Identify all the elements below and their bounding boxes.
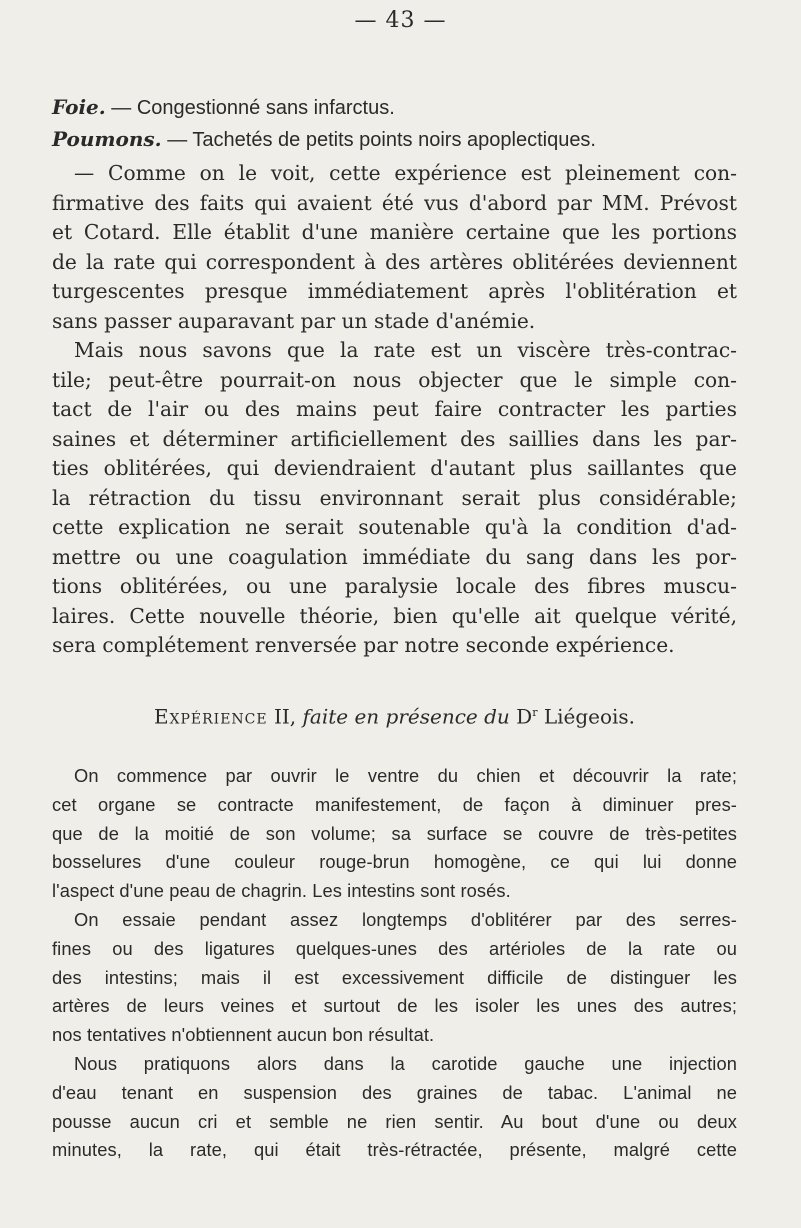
text-line: de la rate qui correspondent à des artères oblitérées deviennent bbox=[52, 249, 737, 274]
text-line: ties oblitérées, qui deviendraient d'autant plus saillantes que bbox=[52, 456, 737, 480]
organ-finding-lungs bbox=[52, 124, 737, 156]
text-line: l'aspect d'une peau de chagrin. Les intestins sont rosés. bbox=[52, 880, 511, 902]
text-line: minutes, la rate, qui était très-rétractée, présente, malgré cette bbox=[52, 1139, 737, 1161]
text-line: cette explication ne serait soutenable qu'à la condition d'ad- bbox=[52, 515, 737, 539]
text-line: la rétraction du tissu environnant serait plus considérable; bbox=[52, 485, 737, 510]
text-line: tile; peut-être pourrait-on nous objecter que le simple con- bbox=[52, 367, 737, 392]
experience-label: Expérience bbox=[153, 704, 268, 729]
page-number: — 43 — bbox=[354, 8, 447, 33]
small-paragraph-2 bbox=[52, 906, 737, 1050]
text-line: Mais nous savons que la rate est un viscère très-contrac- bbox=[74, 338, 737, 362]
doctor-abbrev-sup: r bbox=[532, 706, 538, 719]
organ-label: Foie. bbox=[52, 95, 106, 119]
paragraph-1 bbox=[52, 159, 737, 336]
doctor-abbrev: D bbox=[509, 704, 533, 729]
experience-subtitle: faite en présence du bbox=[302, 704, 510, 729]
text-line: mettre ou une coagulation immédiate du sang dans les por- bbox=[52, 544, 737, 569]
text-line: cet organe se contracte manifestement, de façon à diminuer pres- bbox=[52, 793, 737, 815]
text-line: — Comme on le voit, cette expérience est pleinement con- bbox=[74, 161, 737, 185]
experience-heading bbox=[52, 698, 737, 732]
text-line: tact de l'air ou des mains peut faire contracter les parties bbox=[52, 397, 737, 421]
text-line: On essaie pendant assez longtemps d'oblitérer par des serres- bbox=[74, 909, 737, 930]
text-line: artères de leurs veines et surtout de les isoler les unes des autres; bbox=[52, 995, 737, 1017]
text-line: Nous pratiquons alors dans la carotide gauche une injection bbox=[74, 1053, 737, 1074]
doctor-name: Liégeois. bbox=[537, 704, 636, 729]
text-line: pousse aucun cri et semble ne rien sentir. Au bout d'une ou deux bbox=[52, 1110, 737, 1132]
organ-finding-liver bbox=[52, 92, 737, 124]
text-line: firmative des faits qui avaient été vus d'abord par MM. Prévost bbox=[52, 190, 737, 215]
text-line: sera complétement renversée par notre seconde expérience. bbox=[52, 633, 675, 657]
organ-findings bbox=[52, 92, 737, 156]
organ-description: — Congestionné sans infarctus. bbox=[105, 97, 395, 119]
text-line: laires. Cette nouvelle théorie, bien qu'elle ait quelque vérité, bbox=[52, 603, 737, 628]
text-line: nos tentatives n'obtiennent aucun bon résultat. bbox=[52, 1024, 435, 1046]
text-line: saines et déterminer artificiellement des saillies dans les par- bbox=[52, 426, 737, 451]
text-line: sans passer auparavant par un stade d'anémie. bbox=[52, 308, 536, 333]
organ-label: Poumons. bbox=[52, 127, 162, 151]
text-line: et Cotard. Elle établit d'une manière certaine que les portions bbox=[52, 220, 737, 244]
text-line: que de la moitié de son volume; sa surface se couvre de très-petites bbox=[52, 822, 737, 844]
paragraph-2 bbox=[52, 336, 737, 661]
small-paragraph-3 bbox=[52, 1050, 737, 1165]
small-paragraph-1 bbox=[52, 762, 737, 906]
text-line: tions oblitérées, ou une paralysie locale des fibres muscu- bbox=[52, 574, 737, 598]
text-line: fines ou des ligatures quelques-unes des artérioles de la rate ou bbox=[52, 937, 737, 959]
text-line: des intestins; mais il est excessivement difficile de distinguer les bbox=[52, 966, 737, 988]
organ-description: — Tachetés de petits points noirs apoplectiques. bbox=[161, 129, 596, 151]
text-line: turgescentes presque immédiatement après l'oblitération et bbox=[52, 279, 737, 303]
experience-number: II, bbox=[267, 704, 303, 729]
text-line: d'eau tenant en suspension des graines de tabac. L'animal ne bbox=[52, 1081, 737, 1103]
text-line: On commence par ouvrir le ventre du chien et découvrir la rate; bbox=[74, 765, 737, 786]
text-line: bosselures d'une couleur rouge-brun homogène, ce qui lui donne bbox=[52, 851, 737, 873]
